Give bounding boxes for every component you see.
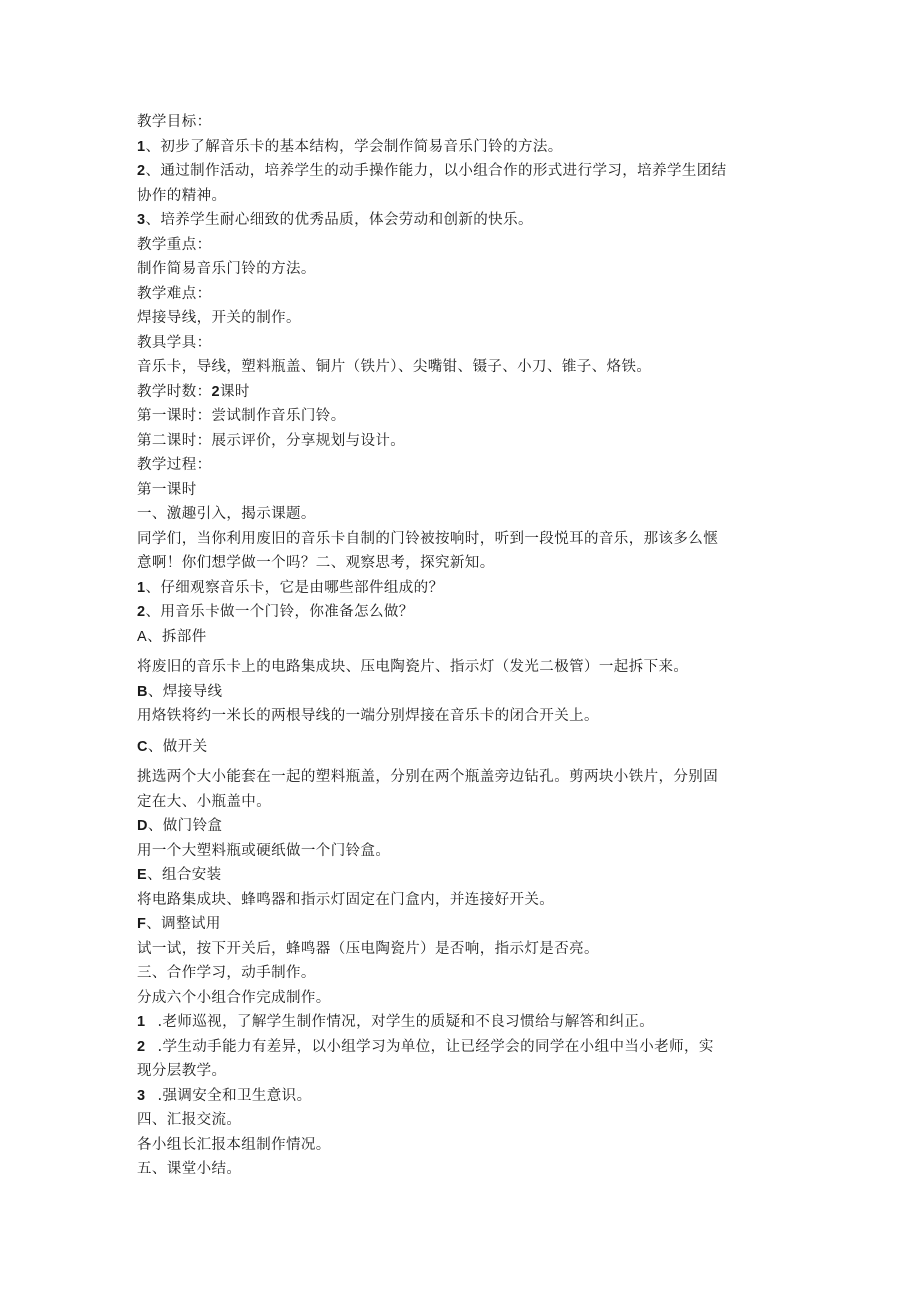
question-1-number: 1: [137, 579, 146, 596]
step-b-text: 用烙铁将约一米长的两根导线的一端分别焊接在音乐卡的闭合开关上。: [137, 708, 599, 724]
objective-1-text: 、初步了解音乐卡的基本结构，学会制作简易音乐门铃的方法。: [145, 138, 563, 155]
key-points-heading: 教学重点：: [137, 236, 212, 253]
step-d-title: [137, 814, 757, 839]
objective-3: [137, 208, 757, 233]
teaching-hours-unit: 课时: [219, 383, 250, 400]
tools-text: 音乐卡，导线，塑料瓶盖、铜片（铁片）、尖嘴钳、镊子、小刀、锥子、烙铁。: [137, 359, 652, 375]
section-3-title: 三、合作学习，动手制作。: [137, 965, 316, 981]
section-4-text: 各小组长汇报本组制作情况。: [137, 1136, 331, 1153]
question-1: [137, 576, 757, 601]
step-a-text: 将废旧的音乐卡上的电路集成块、压电陶瓷片、指示灯（发光二极管）一起拆下来。: [137, 659, 689, 675]
objective-2-text: 、通过制作活动，培养学生的动手操作能力，以小组合作的形式进行学习，培养学生团结: [145, 163, 727, 179]
point-1-number: 1: [137, 1014, 146, 1030]
point-1-text: .老师巡视，了解学生制作情况，对学生的质疑和不良习惯给与解答和纠正。: [157, 1014, 655, 1030]
step-b-title: [137, 680, 757, 705]
teaching-hours-label: 教学时数：: [137, 383, 212, 400]
step-a-title: [137, 625, 757, 650]
step-f-label: F: [137, 916, 147, 932]
section-4-title: 四、汇报交流。: [137, 1112, 242, 1128]
section-5-title: 五、课堂小结。: [137, 1161, 242, 1177]
step-e-heading: 、组合安装: [147, 867, 222, 883]
section-1-title: 一、激趣引入，揭示课题。: [137, 506, 316, 522]
objective-2-number: 2: [137, 163, 146, 179]
question-2-text: 、用音乐卡做一个门铃，你准备怎么做？: [145, 604, 414, 620]
objective-2-continued: 协作的精神。: [137, 187, 227, 204]
point-2-number: 2: [137, 1038, 146, 1055]
point-3-text: .强调安全和卫生意识。: [157, 1087, 312, 1104]
step-e-text: 将电路集成块、蜂鸣器和指示灯固定在门盒内，并连接好开关。: [137, 891, 555, 908]
difficulties-heading: 教学难点：: [137, 285, 212, 302]
step-c-label: C: [137, 738, 148, 755]
step-c-title: [137, 735, 757, 760]
teaching-hours-number: 2: [211, 383, 220, 400]
step-d-label: D: [137, 818, 148, 834]
point-3: [137, 1084, 757, 1109]
point-2: [137, 1035, 757, 1060]
step-c-text-continued: 定在大、小瓶盖中。: [137, 793, 272, 810]
key-points-text: 制作简易音乐门铃的方法。: [137, 261, 316, 277]
lesson-plan-document: [137, 110, 757, 1182]
lesson-1-plan: 第一课时：尝试制作音乐门铃。: [137, 408, 346, 424]
step-d-text: 用一个大塑料瓶或硬纸做一个门铃盒。: [137, 842, 391, 859]
objective-1: [137, 135, 757, 160]
process-heading: 教学过程：: [137, 457, 212, 473]
objective-3-number: 3: [137, 212, 146, 228]
step-f-text: 试一试，按下开关后，蜂鸣器（压电陶瓷片）是否响，指示灯是否亮。: [137, 940, 599, 957]
step-f-heading: 、调整试用: [146, 916, 221, 932]
lesson-2-plan: 第二课时：展示评价，分享规划与设计。: [137, 432, 406, 449]
section-1-paragraph: 同学们，当你利用废旧的音乐卡自制的门铃被按响时，听到一段悦耳的音乐，那该多么惬: [137, 530, 719, 547]
step-f-title: [137, 912, 757, 937]
point-3-number: 3: [137, 1087, 146, 1104]
lesson-1-title: 第一课时: [137, 481, 197, 498]
teaching-hours: [137, 380, 757, 405]
objectives-heading: 教学目标：: [137, 114, 212, 130]
step-a-heading: 、拆部件: [147, 628, 207, 645]
section-3-text: 分成六个小组合作完成制作。: [137, 989, 331, 1006]
step-b-label: B: [137, 683, 148, 700]
objective-3-text: 、培养学生耐心细致的优秀品质，体会劳动和创新的快乐。: [145, 212, 533, 228]
point-1: [137, 1010, 757, 1035]
step-e-title: [137, 863, 757, 888]
step-d-heading: 、做门铃盒: [147, 818, 223, 834]
step-c-heading: 、做开关: [147, 738, 208, 755]
step-a-label: A: [137, 628, 148, 645]
step-b-heading: 、焊接导线: [147, 683, 223, 700]
step-c-text: 挑选两个大小能套在一起的塑料瓶盖，分别在两个瓶盖旁边钻孔。剪两块小铁片，分别固: [137, 769, 719, 785]
question-2-number: 2: [137, 604, 146, 620]
step-e-label: E: [137, 867, 148, 883]
question-2: [137, 600, 757, 625]
objective-1-number: 1: [137, 138, 146, 155]
question-1-text: 、仔细观察音乐卡，它是由哪些部件组成的？: [145, 579, 444, 596]
difficulties-text: 焊接导线，开关的制作。: [137, 310, 301, 326]
point-2-continued: 现分层教学。: [137, 1063, 227, 1079]
tools-heading: 教具学具：: [137, 334, 212, 351]
point-2-text: .学生动手能力有差异，以小组学习为单位，让已经学会的同学在小组中当小老师，实: [157, 1038, 714, 1055]
section-1-paragraph-continued: 意啊！你们想学做一个吗？二、观察思考，探究新知。: [137, 555, 495, 571]
objective-2: [137, 159, 757, 184]
